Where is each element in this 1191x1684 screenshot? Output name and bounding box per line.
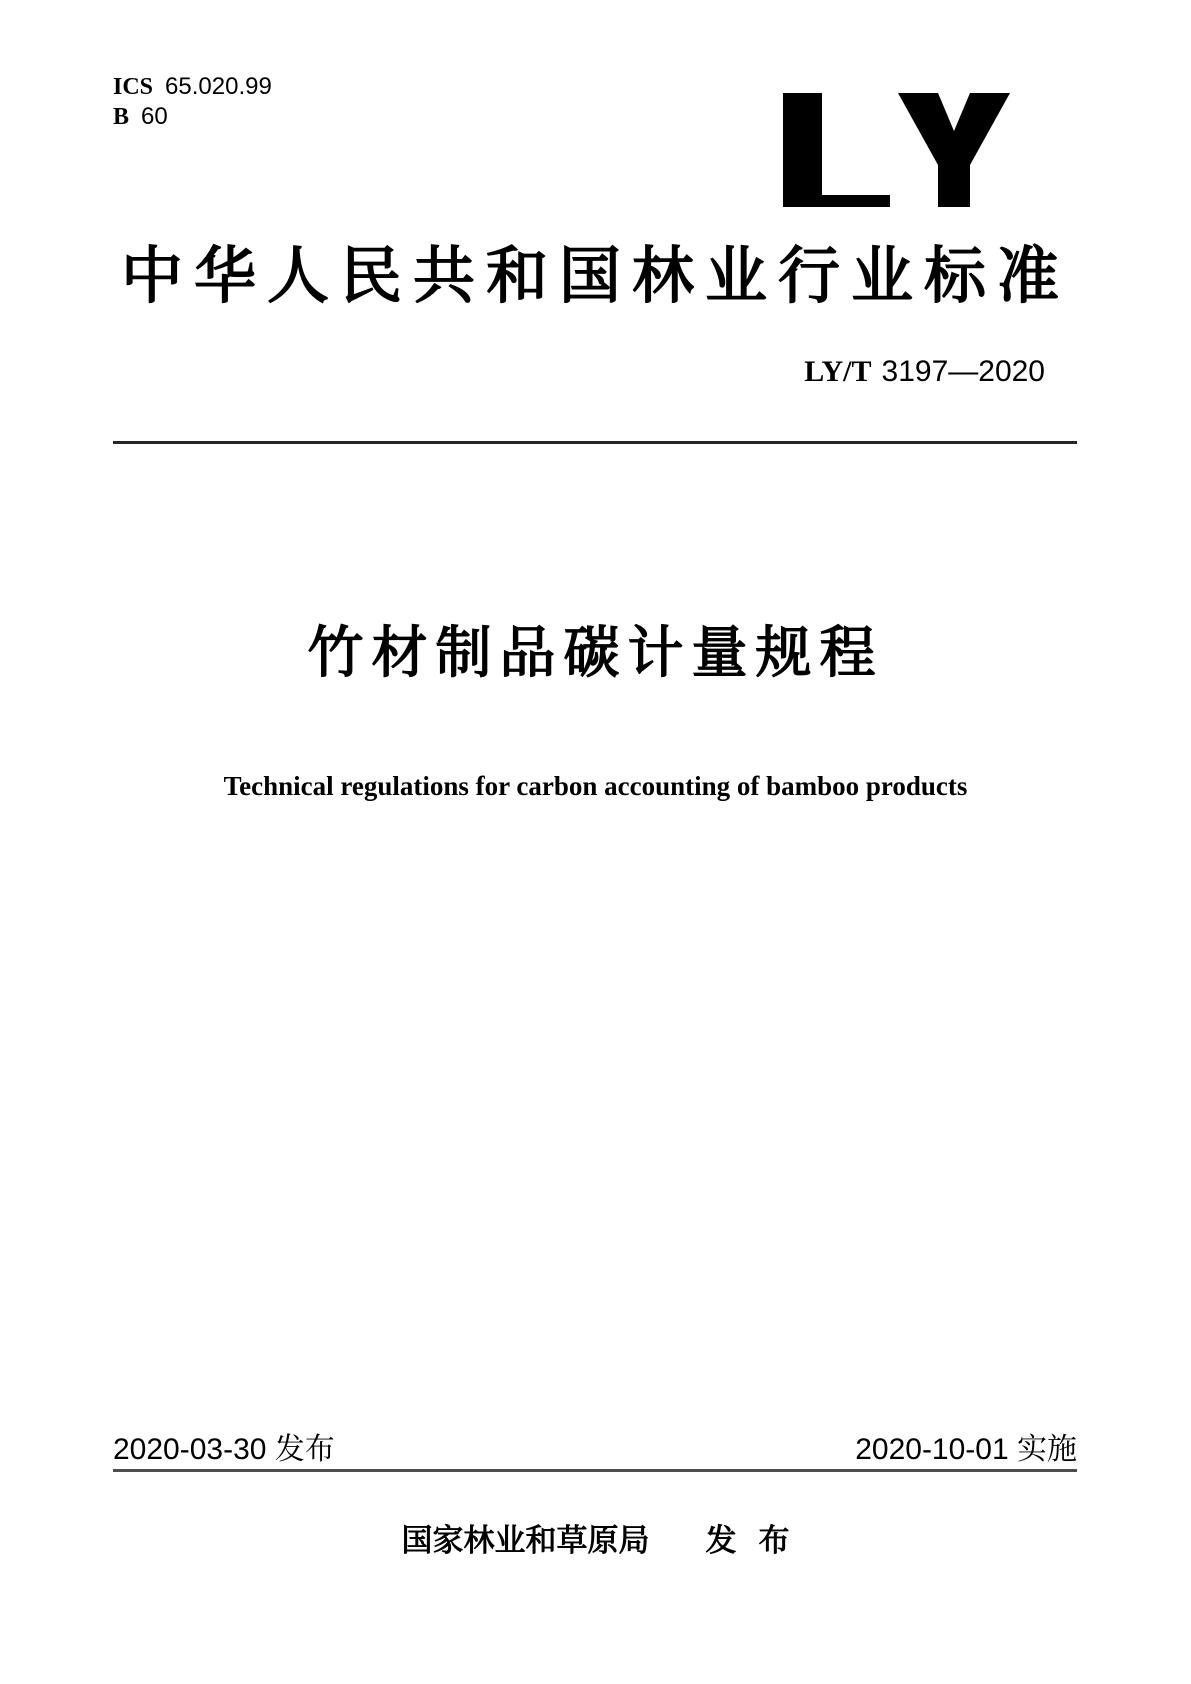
publisher-name: 国家林业和草原局 — [401, 1523, 650, 1558]
top-rule — [113, 441, 1077, 444]
ics-block — [113, 72, 272, 132]
logo-letter-Y — [898, 93, 1010, 207]
publish-action-label: 发布 — [705, 1523, 812, 1558]
ics-line — [113, 72, 272, 102]
logo-letter-L — [783, 93, 890, 207]
standard-code-prefix: LY/T — [804, 355, 872, 388]
doc-class-value: 60 — [141, 103, 168, 130]
ics-value: 65.020.99 — [165, 73, 272, 100]
ly-logo — [783, 93, 1010, 207]
doc-class-line — [113, 102, 272, 132]
document-title-english: Technical regulations for carbon accounting of bamboo products — [223, 771, 968, 801]
document-title-chinese: 竹材制品碳计量规程 — [307, 621, 884, 684]
standard-code-number: 3197—2020 — [881, 355, 1045, 388]
issue-date: 2020-03-30 发布 — [113, 1433, 335, 1466]
standard-code — [804, 354, 1045, 390]
ics-label: ICS — [113, 74, 154, 100]
standard-type-title: 中华人民共和国林业行业标准 — [120, 242, 1070, 311]
bottom-rule — [113, 1469, 1077, 1472]
publisher-row — [0, 1522, 1191, 1559]
doc-class-label: B — [113, 104, 130, 130]
implement-date: 2020-10-01 实施 — [855, 1433, 1077, 1466]
ly-logo-graphic — [783, 93, 1010, 207]
